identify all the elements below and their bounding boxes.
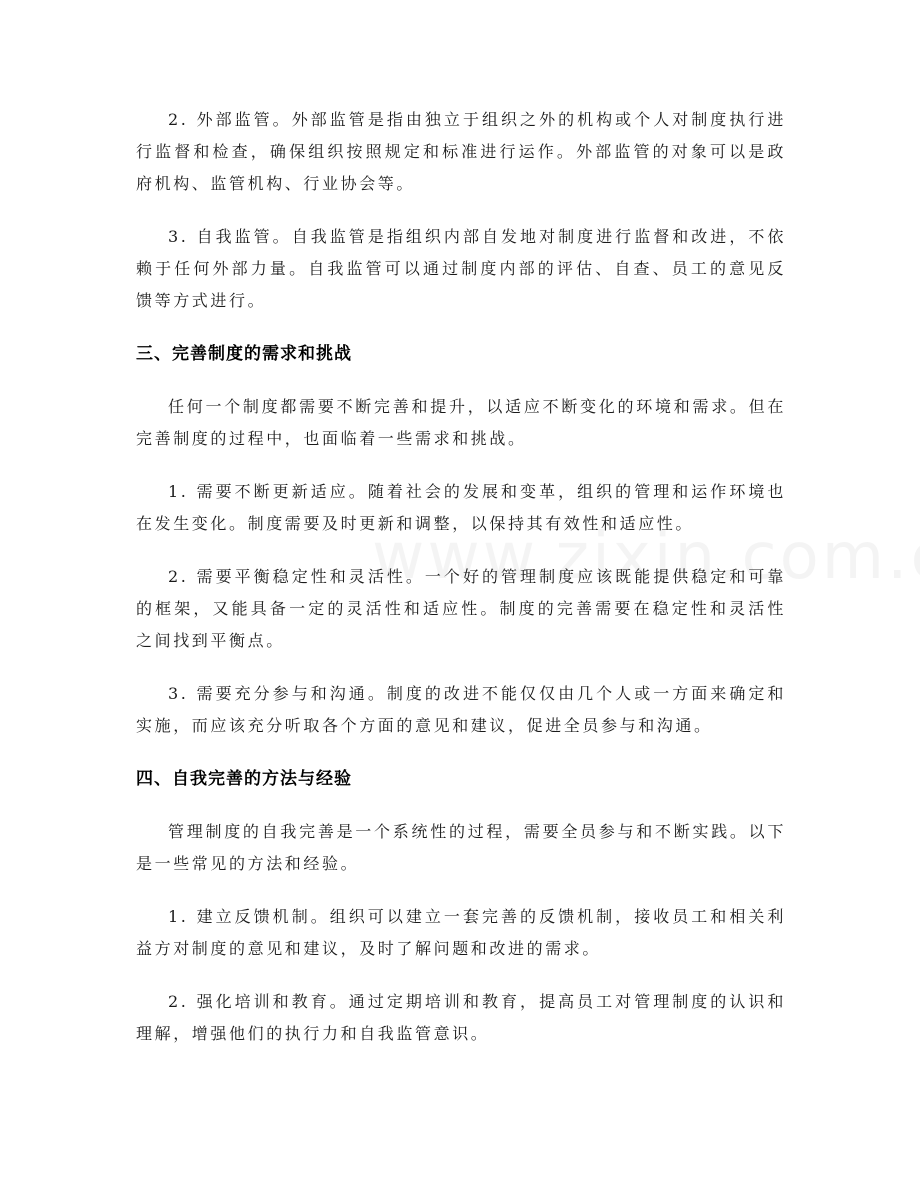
- paragraph-intro-methods: 管理制度的自我完善是一个系统性的过程，需要全员参与和不断实践。以下是一些常见的方法和经验。: [136, 822, 786, 873]
- paragraph-self-supervision: 3. 自我监管。自我监管是指组织内部自发地对制度进行监督和改进，不依赖于任何外部力量。自我监管可以通过制度内部的评估、自查、员工的意见反馈等方式进行。: [136, 227, 786, 310]
- document-body: [136, 104, 786, 1071]
- paragraph-intro-challenges: 任何一个制度都需要不断完善和提升，以适应不断变化的环境和需求。但在完善制度的过程中，也面临着一些需求和挑战。: [136, 397, 786, 448]
- paragraph-method-2: 2. 强化培训和教育。通过定期培训和教育，提高员工对管理制度的认识和理解，增强他们的执行力和自我监管意识。: [136, 992, 786, 1043]
- paragraph-challenge-1: 1. 需要不断更新适应。随着社会的发展和变革，组织的管理和运作环境也在发生变化。制度需要及时更新和调整，以保持其有效性和适应性。: [136, 482, 786, 533]
- paragraph-external-supervision: 2. 外部监管。外部监管是指由独立于组织之外的机构或个人对制度执行进行监督和检查，确保组织按照规定和标准进行运作。外部监管的对象可以是政府机构、监管机构、行业协会等。: [136, 110, 786, 193]
- paragraph-challenge-2: 2. 需要平衡稳定性和灵活性。一个好的管理制度应该既能提供稳定和可靠的框架，又能具备一定的灵活性和适应性。制度的完善需要在稳定性和灵活性之间找到平衡点。: [136, 567, 786, 650]
- section-heading-4: 四、自我完善的方法与经验: [136, 769, 352, 789]
- section-heading-3: 三、完善制度的需求和挑战: [136, 344, 352, 364]
- paragraph-challenge-3: 3. 需要充分参与和沟通。制度的改进不能仅仅由几个人或一方面来确定和实施，而应该充分听取各个方面的意见和建议，促进全员参与和沟通。: [136, 684, 786, 735]
- paragraph-method-1: 1. 建立反馈机制。组织可以建立一套完善的反馈机制，接收员工和相关利益方对制度的意见和建议，及时了解问题和改进的需求。: [136, 907, 786, 958]
